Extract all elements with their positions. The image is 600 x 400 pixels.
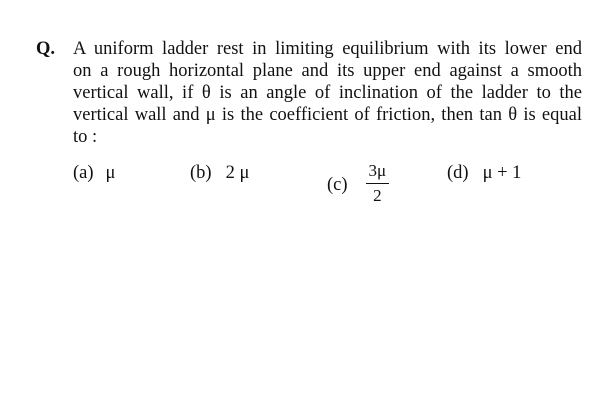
question-label: Q. bbox=[36, 39, 56, 59]
option-b-key: (b) bbox=[190, 163, 212, 183]
option-a-value: μ bbox=[105, 163, 116, 183]
option-c-fraction bbox=[366, 161, 390, 206]
question-block bbox=[36, 38, 582, 148]
option-b[interactable] bbox=[190, 163, 249, 184]
option-c-denominator: 2 bbox=[373, 186, 382, 205]
option-c-numerator: 3μ bbox=[366, 161, 390, 184]
option-b-value: 2 μ bbox=[225, 163, 250, 183]
option-c-key: (c) bbox=[327, 175, 348, 195]
option-a[interactable] bbox=[73, 163, 115, 184]
question-text bbox=[73, 38, 582, 148]
question-row bbox=[36, 38, 582, 148]
question-line-5: to : bbox=[73, 127, 98, 147]
option-d[interactable] bbox=[447, 163, 521, 184]
answer-options bbox=[73, 151, 573, 205]
question-line-4: vertical wall and μ is the coefficient of friction, then tan θ is equal bbox=[73, 105, 582, 125]
option-d-key: (d) bbox=[447, 163, 469, 183]
question-line-2: on a rough horizontal plane and its upper end against a smooth bbox=[73, 61, 582, 81]
option-d-value: μ + 1 bbox=[482, 163, 522, 183]
option-c[interactable] bbox=[327, 163, 389, 208]
question-line-1: A uniform ladder rest in limiting equilibrium with its lower end bbox=[73, 39, 582, 59]
question-line-3: vertical wall, if θ is an angle of inclination of the ladder to the bbox=[73, 83, 582, 103]
option-a-key: (a) bbox=[73, 163, 94, 183]
